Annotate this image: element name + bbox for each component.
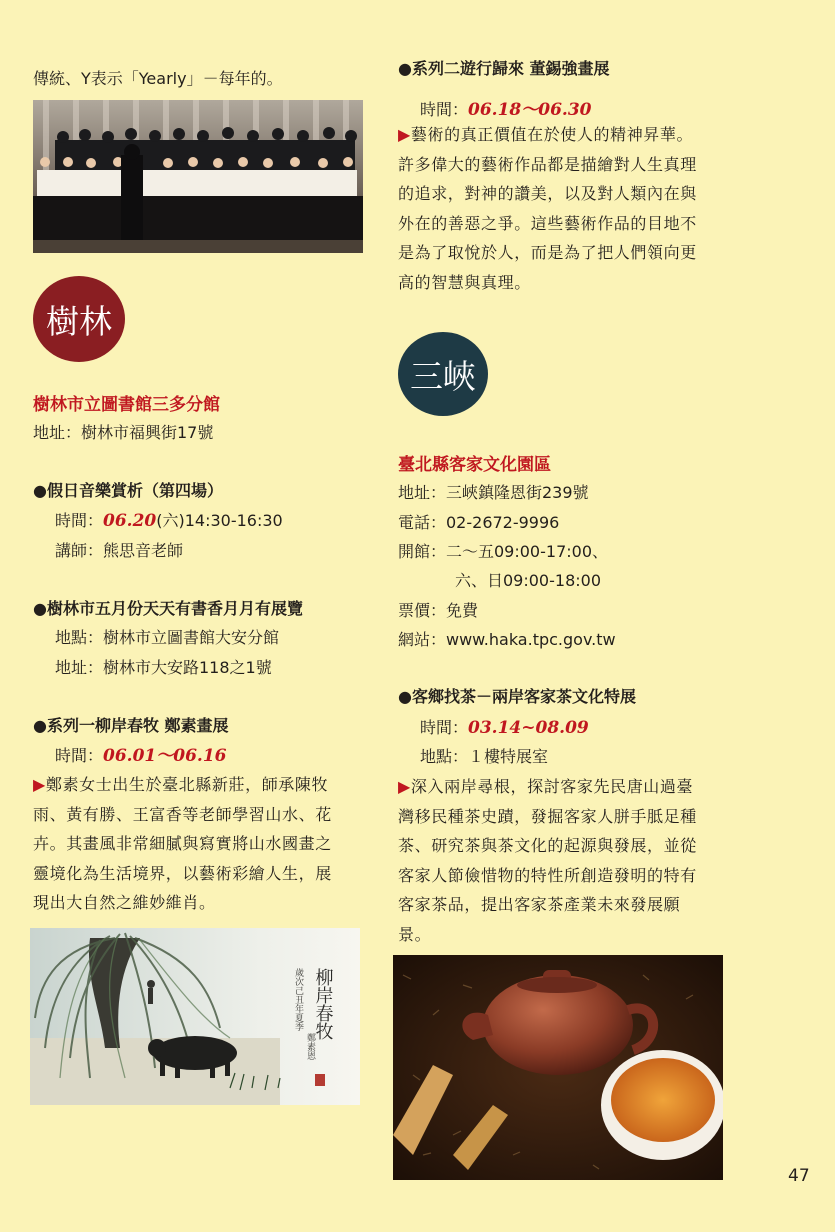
event-desc-series2: ▶藝術的真正價值在於使人的精神昇華。 許多偉大的藝術作品都是描繪對人生真理 的追求，對神的讚美，以及對人類內在與 外在的善惡之爭。這些藝術作品的目地不 是為了取悅於人，而是為了把人們領向更 高的智慧與真理。 <box>398 125 697 292</box>
venue-hours-sanxia: 開館：二～五09:00-17:00、 <box>398 542 608 561</box>
event-place-exhibition: 地點：樹林市立圖書館大安分館 <box>55 628 280 647</box>
event-time-series1: 時間：06.01～06.16 <box>55 746 227 766</box>
page-number: 47 <box>788 1166 810 1186</box>
venue-website[interactable]: 網站：www.haka.tpc.gov.tw <box>398 630 616 649</box>
painting-calligraphy: 柳岸春牧 <box>312 968 334 1040</box>
arrow-icon: ▶ <box>398 125 411 144</box>
choir-photo <box>33 100 363 253</box>
venue-title-sanxia: 臺北縣客家文化園區 <box>398 455 551 475</box>
event-address-exhibition: 地址：樹林市大安路118之1號 <box>55 658 272 677</box>
event-heading-music: ●假日音樂賞析（第四場） <box>33 481 223 500</box>
event-time-music: 時間：06.20(六)14:30-16:30 <box>55 511 283 531</box>
event-time-series2: 時間：06.18～06.30 <box>420 100 592 120</box>
event-time-tea: 時間：03.14~08.09 <box>420 718 589 738</box>
event-heading-series2: ●系列二遊行歸來 董錫強畫展 <box>398 59 610 78</box>
tea-photo <box>393 955 723 1180</box>
svg-text:歲次己丑年夏季: 歲次己丑年夏季 <box>293 968 303 1031</box>
arrow-icon: ▶ <box>33 775 46 794</box>
event-place-tea: 地點：１樓特展室 <box>420 747 549 766</box>
badge-shulin: 樹林 <box>33 276 125 362</box>
event-desc-series1: ▶鄭素女士出生於臺北縣新莊，師承陳牧 雨、黃有勝、王富香等老師學習山水、花 卉。其畫風非常細膩與寫實將山水國畫之 靈境化為生活境界，以藝術彩繪人生，展 現出大自然之維妙維肖。 <box>33 775 332 912</box>
arrow-icon: ▶ <box>398 777 411 796</box>
svg-text:鄭素恩: 鄭素恩 <box>305 1033 315 1060</box>
willow-painting <box>30 928 360 1105</box>
venue-title-shulin: 樹林市立圖書館三多分館 <box>33 395 220 415</box>
badge-sanxia: 三峽 <box>398 332 488 416</box>
event-desc-tea: ▶深入兩岸尋根，探討客家先民唐山過臺 灣移民種茶史蹟，發掘客家人胼手胝足種 茶、研究茶與茶文化的起源與發展，並從 客家人節儉惜物的特性所創造發明的特有 客家茶品，提出客家茶產業未來發展願 景。 <box>398 777 697 944</box>
venue-hours-weekend: 六、日09:00-18:00 <box>455 571 601 590</box>
venue-address-shulin: 地址：樹林市福興街17號 <box>33 423 214 442</box>
event-heading-exhibition: ●樹林市五月份天天有書香月月有展覽 <box>33 599 303 618</box>
event-heading-series1: ●系列一柳岸春牧 鄭素畫展 <box>33 716 229 735</box>
event-heading-tea: ●客鄉找茶－兩岸客家茶文化特展 <box>398 687 636 706</box>
intro-text: 傳統、Y表示「Yearly」－每年的。 <box>33 69 283 88</box>
venue-phone-sanxia: 電話：02-2672-9996 <box>398 513 560 532</box>
venue-ticket: 票價：免費 <box>398 601 479 620</box>
venue-address-sanxia: 地址：三峽鎮隆恩街239號 <box>398 483 589 502</box>
event-lecturer: 講師：熊思音老師 <box>55 541 184 560</box>
